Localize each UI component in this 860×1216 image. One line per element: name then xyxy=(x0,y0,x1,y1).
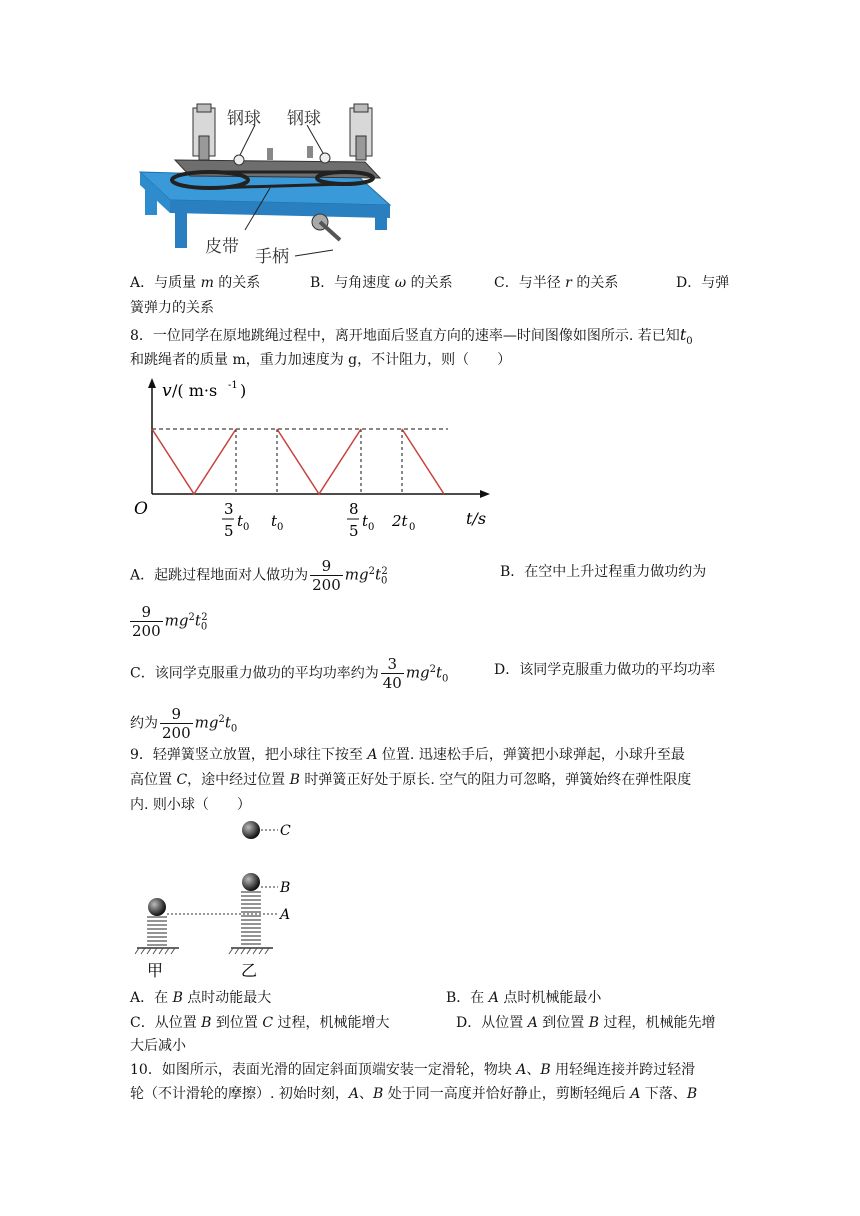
q10-line1: 10．如图所示，表面光滑的固定斜面顶端安装一定滑轮，物块 A、B 用轻绳连接并跨过轻滑 xyxy=(130,1062,696,1078)
label-ball-right: 钢球 xyxy=(287,109,321,129)
graph-xlabel: t/s xyxy=(466,509,487,528)
graph-ylabel-close: ) xyxy=(240,381,247,400)
q9-stem-line2: 高位置 C，途中经过位置 B 时弹簧正好处于原长. 空气的阻力可忽略，弹簧始终在弹性限度 xyxy=(130,772,692,788)
q9-spring-figure xyxy=(135,814,305,984)
tick1-den: 5 xyxy=(224,522,234,540)
tick2-sub: 0 xyxy=(277,522,284,533)
label-b: B xyxy=(280,880,291,896)
label-c: C xyxy=(280,823,291,839)
tick1-sub: 0 xyxy=(243,522,250,533)
tick2-t: t xyxy=(271,512,278,530)
graph-origin: O xyxy=(134,499,148,519)
q8-option-b: B．在空中上升过程重力做功约为 xyxy=(500,564,707,580)
label-handle: 手柄 xyxy=(255,247,289,267)
tick3-num: 8 xyxy=(349,500,359,518)
graph-ylabel-exp: -1 xyxy=(228,380,238,391)
q8-option-d: D．该同学克服重力做功的平均功率 xyxy=(494,662,716,678)
tick1-num: 3 xyxy=(224,500,234,518)
q8-option-b-formula: $\frac{9}{200}$ $mg^2t_0^2$ xyxy=(132,603,208,641)
q9-option-a: A．在 B 点时动能最大 xyxy=(130,990,272,1006)
q9-stem-line1: 9．轻弹簧竖立放置，把小球往下按至 A 位置. 迅速松手后，弹簧把小球弹起，小球升至最 xyxy=(130,747,685,763)
tick3-sub: 0 xyxy=(368,522,375,533)
tick3-den: 5 xyxy=(349,522,359,540)
q8-stem-line2: 和跳绳者的质量 m，重力加速度为 g，不计阻力，则（ ） xyxy=(130,352,512,368)
q9-stem-line3: 内. 则小球（ ） xyxy=(130,797,251,813)
q10-line2: 轮（不计滑轮的摩擦）. 初始时刻，A、B 处于同一高度并恰好静止，剪断轻绳后 A 下落、B xyxy=(130,1086,698,1102)
label-ball-left: 钢球 xyxy=(227,109,261,129)
q9-option-c: C．从位置 B 到位置 C 过程，机械能增大 xyxy=(130,1015,390,1031)
q7-option-d-cont: 簧弹力的关系 xyxy=(130,300,214,316)
tick3-t: t xyxy=(362,512,369,530)
graph-ylabel-v: v xyxy=(162,381,172,401)
q7-option-a: A．与质量 m 的关系 xyxy=(130,275,261,291)
tick4-2t: 2t xyxy=(392,512,408,530)
label-a: A xyxy=(280,907,291,923)
label-jia: 甲 xyxy=(147,961,164,980)
q9-option-b: B．在 A 点时机械能最小 xyxy=(446,990,602,1006)
graph-ylabel-unit: /( m·s xyxy=(172,381,218,400)
q7-option-d: D．与弹 xyxy=(676,275,730,291)
tick4-sub: 0 xyxy=(409,522,416,533)
q9-option-d: D．从位置 A 到位置 B 过程，机械能先增 xyxy=(456,1015,716,1031)
label-yi: 乙 xyxy=(241,961,258,980)
q8-option-a: A．起跳过程地面对人做功为 $\frac{9}{200}$ $mg^2t_0^2$ xyxy=(130,557,388,595)
q8-velocity-time-graph xyxy=(128,376,498,546)
q8-option-c: C．该同学克服重力做功的平均功率约为 $\frac{3}{40}$ $mg^2t_0$ xyxy=(130,655,449,693)
q7-option-c: C．与半径 r 的关系 xyxy=(494,275,619,291)
q8-stem-line1: 8．一位同学在原地跳绳过程中，离开地面后竖直方向的速率—时间图像如图所示. 若已知$t_0$ xyxy=(130,325,693,347)
tick1-t: t xyxy=(237,512,244,530)
figure-centripetal-apparatus xyxy=(135,100,405,270)
q9-option-d-cont: 大后减小 xyxy=(130,1038,186,1054)
q7-option-b: B．与角速度 ω 的关系 xyxy=(310,275,453,291)
q8-option-d-cont: 约为 $\frac{9}{200}$ $mg^2t_0$ xyxy=(130,705,238,743)
label-belt: 皮带 xyxy=(205,237,239,257)
